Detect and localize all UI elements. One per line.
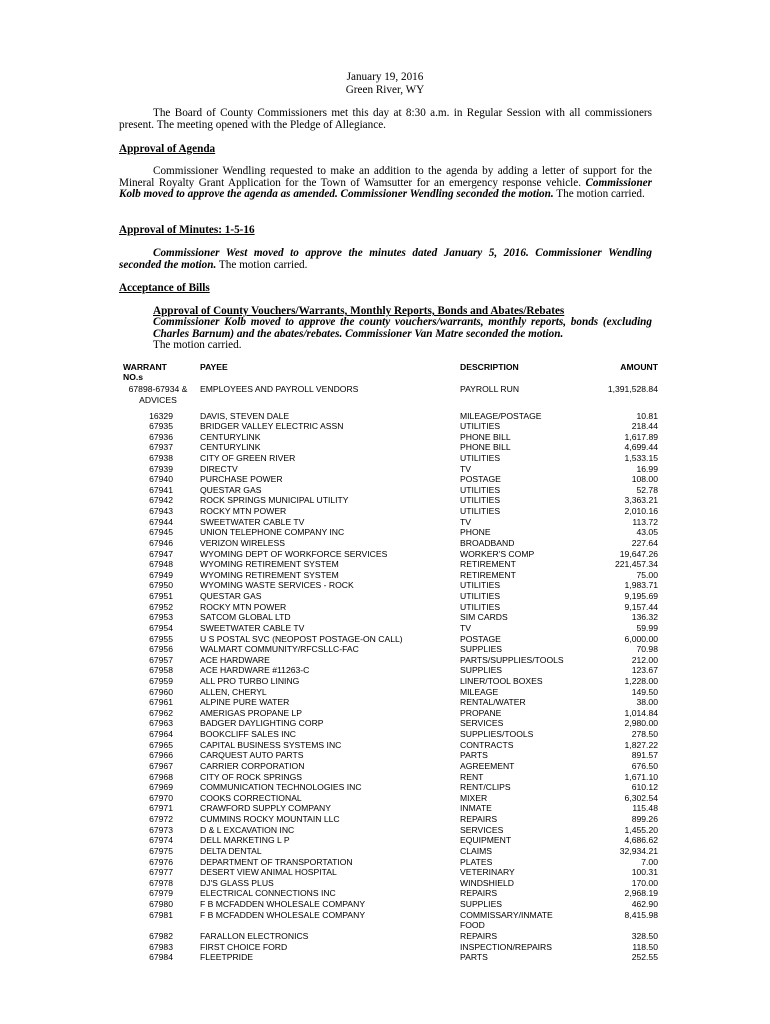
amount: 38.00 bbox=[636, 697, 658, 708]
warrant-number: 67937 bbox=[149, 442, 173, 453]
description: TV bbox=[460, 516, 471, 527]
payee-name: BADGER DAYLIGHTING CORP bbox=[200, 718, 324, 729]
bills-heading: Acceptance of Bills bbox=[119, 282, 210, 294]
payee-name: SWEETWATER CABLE TV bbox=[200, 516, 305, 527]
amount: 252.55 bbox=[631, 952, 658, 963]
description: PARTS/SUPPLIES/TOOLS bbox=[460, 654, 564, 665]
payee-name: SATCOM GLOBAL LTD bbox=[200, 612, 291, 623]
payee-name: ROCKY MTN POWER bbox=[200, 601, 287, 612]
amount: 2,010.16 bbox=[624, 506, 658, 517]
payee-name: CUMMINS ROCKY MOUNTAIN LLC bbox=[200, 814, 340, 825]
warrant-number: 67973 bbox=[149, 824, 173, 835]
payee-name: F B MCFADDEN WHOLESALE COMPANY bbox=[200, 899, 366, 910]
warrant-number: 67970 bbox=[149, 792, 173, 803]
description: UTILITIES bbox=[460, 506, 501, 517]
description: MIXER bbox=[460, 792, 488, 803]
bills-result: The motion carried. bbox=[153, 339, 242, 352]
payee-name: QUESTAR GAS bbox=[200, 591, 262, 602]
description: UTILITIES bbox=[460, 591, 501, 602]
warrant-number: 67946 bbox=[149, 537, 173, 548]
description: UTILITIES bbox=[460, 495, 501, 506]
warrant-number: 67952 bbox=[149, 601, 173, 612]
warrant-number: 67954 bbox=[149, 622, 173, 633]
meeting-location: Green River, WY bbox=[345, 84, 425, 96]
amount: 1,617.89 bbox=[624, 431, 658, 442]
warrant-number: 67956 bbox=[149, 644, 173, 655]
warrant-number: 67969 bbox=[149, 782, 173, 793]
payee-name: FIRST CHOICE FORD bbox=[200, 941, 288, 952]
intro-paragraph: The Board of County Commissioners met this day at 8:30 a.m. in Regular Session with all commissioners present. The meeting opened with the Pledge of Allegiance. bbox=[119, 107, 652, 131]
amount: 6,302.54 bbox=[624, 792, 658, 803]
amount: 4,686.62 bbox=[624, 835, 658, 846]
description: LINER/TOOL BOXES bbox=[460, 676, 543, 686]
description: UTILITIES bbox=[460, 452, 501, 463]
payee-name: QUESTAR GAS bbox=[200, 484, 262, 495]
amount: 170.00 bbox=[631, 877, 658, 888]
description: BROADBAND bbox=[460, 537, 515, 548]
amount: 19,647.26 bbox=[619, 548, 658, 559]
warrant-number: 67959 bbox=[149, 676, 173, 686]
warrant-number: 67963 bbox=[149, 718, 173, 729]
amount: 7.00 bbox=[641, 856, 658, 867]
description: SERVICES bbox=[460, 824, 504, 835]
warrant-number: 67936 bbox=[149, 431, 173, 442]
amount: 9,157.44 bbox=[624, 601, 658, 612]
amount: 891.57 bbox=[631, 750, 658, 761]
amount: 6,000.00 bbox=[624, 633, 658, 644]
description: PHONE bbox=[460, 527, 491, 538]
amount: 10.81 bbox=[636, 410, 658, 421]
payroll-description: PAYROLL RUN bbox=[460, 384, 520, 394]
amount: 2,968.19 bbox=[624, 888, 658, 899]
payee-name: DJ'S GLASS PLUS bbox=[200, 877, 274, 888]
warrant-number: 67940 bbox=[149, 474, 173, 485]
amount: 278.50 bbox=[631, 729, 658, 740]
description: UTILITIES bbox=[460, 601, 501, 612]
amount: 3,363.21 bbox=[624, 495, 658, 506]
description: MILEAGE/POSTAGE bbox=[460, 410, 542, 421]
payee-name: DEPARTMENT OF TRANSPORTATION bbox=[200, 856, 353, 867]
payee-name: DELTA DENTAL bbox=[200, 845, 262, 856]
bills-motion: Commissioner Kolb moved to approve the county vouchers/warrants, monthly reports, bonds (excluding Charles Barnum) and the abates/rebates. Commissioner Van Matre seconded the motion. bbox=[153, 316, 652, 340]
amount: 70.98 bbox=[636, 644, 658, 655]
agenda-paragraph bbox=[119, 166, 652, 201]
warrant-number: 67948 bbox=[149, 559, 173, 570]
agenda-heading: Approval of Agenda bbox=[119, 143, 216, 155]
description: MILEAGE bbox=[460, 686, 499, 697]
warrant-number: 67967 bbox=[149, 760, 173, 771]
warrant-number: 67971 bbox=[149, 803, 173, 814]
payee-name: DIRECTV bbox=[200, 463, 238, 474]
warrant-number: 67977 bbox=[149, 867, 173, 878]
warrant-number: 67960 bbox=[149, 686, 173, 697]
warrant-number: 67968 bbox=[149, 771, 173, 782]
warrant-number: 67950 bbox=[149, 580, 173, 591]
description: UTILITIES bbox=[460, 421, 501, 432]
payee-name: PURCHASE POWER bbox=[200, 474, 283, 485]
amount: 123.67 bbox=[631, 665, 658, 676]
payee-name: WYOMING RETIREMENT SYSTEM bbox=[200, 559, 339, 570]
description: UTILITIES bbox=[460, 484, 501, 495]
warrant-number: 67981 bbox=[149, 909, 173, 920]
payee-name: CARRIER CORPORATION bbox=[200, 760, 305, 771]
amount: 676.50 bbox=[631, 760, 658, 771]
payee-name: F B MCFADDEN WHOLESALE COMPANY bbox=[200, 909, 366, 920]
description: SIM CARDS bbox=[460, 612, 508, 623]
payee-name: ROCK SPRINGS MUNICIPAL UTILITY bbox=[200, 495, 349, 506]
warrant-number: 67975 bbox=[149, 845, 173, 856]
payee-name: ALPINE PURE WATER bbox=[200, 697, 290, 708]
description: INMATE bbox=[460, 803, 492, 814]
description: UTILITIES bbox=[460, 580, 501, 591]
warrant-number: 67935 bbox=[149, 421, 173, 432]
amount: 32,934.21 bbox=[619, 845, 658, 856]
amount: 59.99 bbox=[636, 622, 658, 633]
payee-name: CENTURYLINK bbox=[200, 442, 261, 453]
payroll-amount: 1,391,528.84 bbox=[607, 384, 658, 394]
amount: 113.72 bbox=[632, 516, 658, 527]
amount: 52.78 bbox=[636, 484, 658, 495]
warrant-number: 67958 bbox=[149, 665, 173, 676]
payee-name: ACE HARDWARE bbox=[200, 654, 270, 665]
description: PHONE BILL bbox=[460, 431, 511, 442]
warrant-number: 67949 bbox=[149, 569, 173, 580]
warrant-number: 67943 bbox=[149, 506, 173, 517]
amount: 899.26 bbox=[631, 814, 658, 825]
amount: 1,533.15 bbox=[624, 452, 658, 463]
description: RETIREMENT bbox=[460, 559, 516, 570]
warrant-number: 67942 bbox=[149, 495, 173, 506]
warrant-number: 67947 bbox=[149, 548, 173, 559]
minutes-paragraph bbox=[119, 248, 652, 271]
description: WORKER'S COMP bbox=[460, 548, 535, 559]
amount: 610.12 bbox=[631, 782, 658, 793]
agenda-result: The motion carried. bbox=[556, 188, 645, 201]
description: PLATES bbox=[460, 856, 493, 867]
warrant-number: 67974 bbox=[149, 835, 173, 846]
payee-name: ROCKY MTN POWER bbox=[200, 506, 287, 517]
payee-name: CITY OF ROCK SPRINGS bbox=[200, 771, 303, 782]
warrant-number: 67962 bbox=[149, 707, 173, 718]
minutes-motion: Commissioner West moved to approve the minutes dated January 5, 2016. Commissioner Wendling seconded the motion. bbox=[119, 247, 652, 271]
payee-name: WYOMING RETIREMENT SYSTEM bbox=[200, 569, 339, 580]
amount: 9,195.69 bbox=[624, 591, 658, 602]
warrant-number: 67965 bbox=[149, 739, 173, 750]
description: INSPECTION/REPAIRS bbox=[460, 941, 553, 952]
payee-name: CAPITAL BUSINESS SYSTEMS INC bbox=[200, 739, 342, 750]
description: VETERINARY bbox=[460, 867, 515, 878]
column-header-description: DESCRIPTION bbox=[460, 362, 519, 372]
description: PARTS bbox=[460, 750, 488, 761]
amount: 1,983.71 bbox=[624, 580, 658, 591]
warrant-number: 67941 bbox=[149, 484, 173, 495]
description: TV bbox=[460, 622, 471, 633]
description: RENT bbox=[460, 771, 484, 782]
description: WINDSHIELD bbox=[460, 877, 514, 888]
warrant-number: 67953 bbox=[149, 612, 173, 623]
description: RENTAL/WATER bbox=[460, 697, 526, 708]
payee-name: AMERIGAS PROPANE LP bbox=[200, 707, 303, 718]
description: CONTRACTS bbox=[460, 739, 514, 750]
amount: 115.48 bbox=[632, 803, 658, 814]
agenda-motion: Commissioner Kolb moved to approve the agenda as amended. Commissioner Wendling seconded the motion. bbox=[119, 176, 652, 201]
warrant-number: 67978 bbox=[149, 877, 173, 888]
description: SUPPLIES bbox=[460, 644, 503, 655]
description: SUPPLIES bbox=[460, 665, 503, 676]
amount: 149.50 bbox=[631, 686, 658, 697]
description: SUPPLIES bbox=[460, 899, 503, 910]
warrant-number: 67944 bbox=[149, 516, 173, 527]
warrant-number: 67938 bbox=[149, 452, 173, 463]
description: PHONE BILL bbox=[460, 442, 511, 453]
amount: 16.99 bbox=[636, 463, 658, 474]
payee-name: VERIZON WIRELESS bbox=[200, 537, 285, 548]
bills-subheading: Approval of County Vouchers/Warrants, Monthly Reports, Bonds and Abates/Rebates bbox=[153, 305, 565, 317]
payee-name: BOOKCLIFF SALES INC bbox=[200, 729, 296, 740]
warrant-number: 67964 bbox=[149, 729, 173, 740]
amount: 1,671.10 bbox=[624, 771, 658, 782]
payee-name: ALL PRO TURBO LINING bbox=[200, 676, 300, 686]
payroll-warrant-range: 67898-67934 & ADVICES bbox=[128, 384, 188, 405]
amount: 118.50 bbox=[632, 941, 658, 952]
warrant-number: 67972 bbox=[149, 814, 173, 825]
warrant-number: 67984 bbox=[149, 952, 173, 963]
description: RENT/CLIPS bbox=[460, 782, 511, 793]
amount: 212.00 bbox=[631, 654, 658, 665]
payee-name: WYOMING WASTE SERVICES - ROCK bbox=[200, 580, 354, 591]
payee-name: CENTURYLINK bbox=[200, 431, 261, 442]
column-header-amount: AMOUNT bbox=[620, 362, 658, 372]
description-continued: FOOD bbox=[460, 920, 485, 931]
minutes-result: The motion carried. bbox=[218, 258, 308, 271]
payee-name: WYOMING DEPT OF WORKFORCE SERVICES bbox=[200, 548, 388, 559]
payee-name: COOKS CORRECTIONAL bbox=[200, 792, 302, 803]
payee-name: ACE HARDWARE #11263-C bbox=[200, 665, 310, 676]
description: EQUIPMENT bbox=[460, 835, 512, 846]
warrant-number: 67979 bbox=[149, 888, 173, 899]
warrant-number: 67982 bbox=[149, 930, 173, 941]
minutes-heading: Approval of Minutes: 1-5-16 bbox=[119, 224, 255, 236]
warrant-number: 16329 bbox=[149, 410, 173, 421]
amount: 4,699.44 bbox=[624, 442, 658, 453]
warrant-number: 67957 bbox=[149, 654, 173, 665]
payee-name: ELECTRICAL CONNECTIONS INC bbox=[200, 888, 336, 899]
description: TV bbox=[460, 463, 471, 474]
payee-name: FLEETPRIDE bbox=[200, 952, 254, 963]
amount: 1,228.00 bbox=[624, 676, 658, 686]
description: CLAIMS bbox=[460, 845, 492, 856]
amount: 1,014.84 bbox=[624, 707, 658, 718]
amount: 75.00 bbox=[636, 569, 658, 580]
meeting-date: January 19, 2016 bbox=[346, 71, 424, 83]
payroll-payee: EMPLOYEES AND PAYROLL VENDORS bbox=[200, 384, 359, 394]
description: REPAIRS bbox=[460, 814, 498, 825]
amount: 218.44 bbox=[631, 421, 658, 432]
warrant-number: 67951 bbox=[149, 591, 173, 602]
description: SERVICES bbox=[460, 718, 504, 729]
description: POSTAGE bbox=[460, 633, 501, 644]
column-header-payee: PAYEE bbox=[200, 362, 228, 372]
warrant-number: 67976 bbox=[149, 856, 173, 867]
agenda-text: Commissioner Wendling requested to make an addition to the agenda by adding a letter of support for the Mineral Royalty Grant Application for the Town of Wamsutter for an emergency response vehicle. bbox=[119, 165, 652, 189]
column-header-warrant: WARRANT NO.s bbox=[123, 362, 167, 382]
warrant-number: 67955 bbox=[149, 633, 173, 644]
description: REPAIRS bbox=[460, 888, 498, 899]
amount: 136.32 bbox=[631, 612, 658, 623]
payee-name: UNION TELEPHONE COMPANY INC bbox=[200, 527, 345, 538]
amount: 1,827.22 bbox=[624, 739, 658, 750]
description: PARTS bbox=[460, 952, 488, 963]
description: COMMISSARY/INMATE bbox=[460, 909, 553, 920]
payee-name: CARQUEST AUTO PARTS bbox=[200, 750, 304, 761]
description: AGREEMENT bbox=[460, 760, 515, 771]
payee-name: DELL MARKETING L P bbox=[200, 835, 290, 846]
description: SUPPLIES/TOOLS bbox=[460, 729, 534, 740]
description: RETIREMENT bbox=[460, 569, 516, 580]
payee-name: ALLEN, CHERYL bbox=[200, 686, 267, 697]
description: REPAIRS bbox=[460, 930, 498, 941]
warrant-number: 67983 bbox=[149, 941, 173, 952]
payee-name: BRIDGER VALLEY ELECTRIC ASSN bbox=[200, 421, 344, 432]
amount: 108.00 bbox=[631, 474, 658, 485]
payee-name: CRAWFORD SUPPLY COMPANY bbox=[200, 803, 331, 814]
description: POSTAGE bbox=[460, 474, 501, 485]
payee-name: COMMUNICATION TECHNOLOGIES INC bbox=[200, 782, 362, 793]
description: PROPANE bbox=[460, 707, 502, 718]
bills-paragraph bbox=[153, 317, 652, 352]
payee-name: FARALLON ELECTRONICS bbox=[200, 930, 309, 941]
payee-name: DESERT VIEW ANIMAL HOSPITAL bbox=[200, 867, 337, 878]
payee-name: SWEETWATER CABLE TV bbox=[200, 622, 305, 633]
payee-name: DAVIS, STEVEN DALE bbox=[200, 410, 290, 421]
warrant-number: 67939 bbox=[149, 463, 173, 474]
amount: 221,457.34 bbox=[614, 559, 658, 570]
warrant-number: 67945 bbox=[149, 527, 173, 538]
amount: 328.50 bbox=[631, 930, 658, 941]
payee-name: U S POSTAL SVC (NEOPOST POSTAGE-ON CALL) bbox=[200, 633, 403, 644]
amount: 8,415.98 bbox=[624, 909, 658, 920]
payee-name: D & L EXCAVATION INC bbox=[200, 824, 295, 835]
payee-name: CITY OF GREEN RIVER bbox=[200, 452, 296, 463]
warrant-number: 67980 bbox=[149, 899, 173, 910]
amount: 462.90 bbox=[631, 899, 658, 910]
amount: 1,455.20 bbox=[624, 824, 658, 835]
amount: 2,980.00 bbox=[624, 718, 658, 729]
warrant-number: 67966 bbox=[149, 750, 173, 761]
payee-name: WALMART COMMUNITY/RFCSLLC-FAC bbox=[200, 644, 359, 655]
amount: 227.64 bbox=[631, 537, 658, 548]
amount: 43.05 bbox=[636, 527, 658, 538]
warrant-number: 67961 bbox=[149, 697, 173, 708]
amount: 100.31 bbox=[631, 867, 658, 878]
